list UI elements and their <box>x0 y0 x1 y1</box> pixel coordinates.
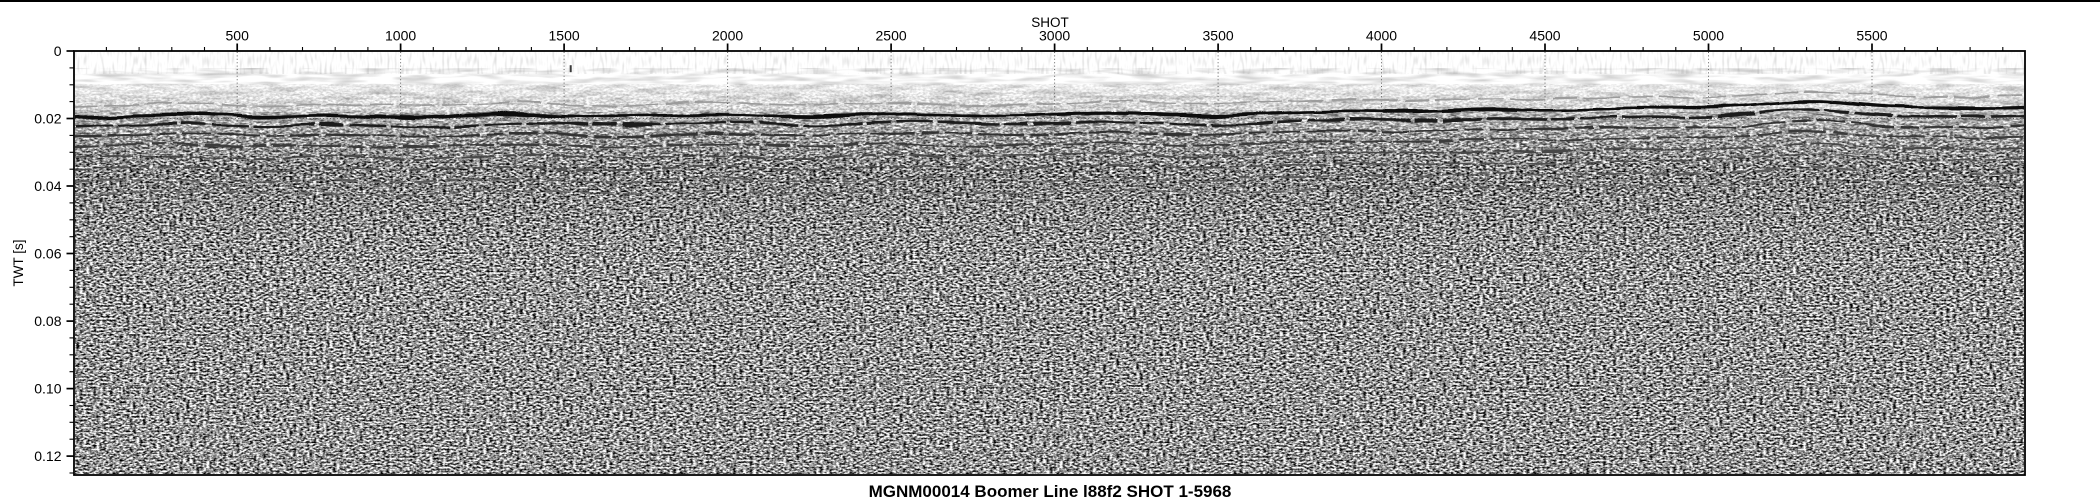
x-tick-label: 2500 <box>875 27 907 44</box>
y-tick-label: 0 <box>53 42 62 59</box>
x-tick-label: 3500 <box>1202 27 1234 44</box>
x-tick-label: 3000 <box>1039 27 1071 44</box>
x-tick-label: 5000 <box>1692 27 1725 44</box>
x-tick-label: 1500 <box>548 27 580 44</box>
x-tick-label: 5500 <box>1856 27 1888 44</box>
seismic-image-layers <box>74 52 2025 475</box>
x-tick-label: 1000 <box>385 27 417 44</box>
water-column-artifact <box>570 65 572 72</box>
subbottom-dense-noise <box>75 112 2024 252</box>
y-axis-title: TWT [s] <box>11 239 26 287</box>
y-tick-label: 0.10 <box>34 380 62 397</box>
y-tick-label: 0.08 <box>34 312 62 329</box>
x-axis-title: SHOT <box>1031 15 1069 30</box>
x-tick-label: 2000 <box>712 27 744 44</box>
figure-title: MGNM00014 Boomer Line l88f2 SHOT 1-5968 <box>868 482 1232 500</box>
x-tick-label: 500 <box>225 27 249 44</box>
y-tick-label: 0.02 <box>34 110 62 127</box>
y-tick-label: 0.12 <box>34 447 62 464</box>
x-tick-label: 4500 <box>1529 27 1561 44</box>
y-tick-label: 0.04 <box>34 177 62 194</box>
y-tick-label: 0.06 <box>34 245 62 262</box>
x-tick-label: 4000 <box>1365 27 1398 44</box>
top-border-line <box>0 0 2100 2</box>
